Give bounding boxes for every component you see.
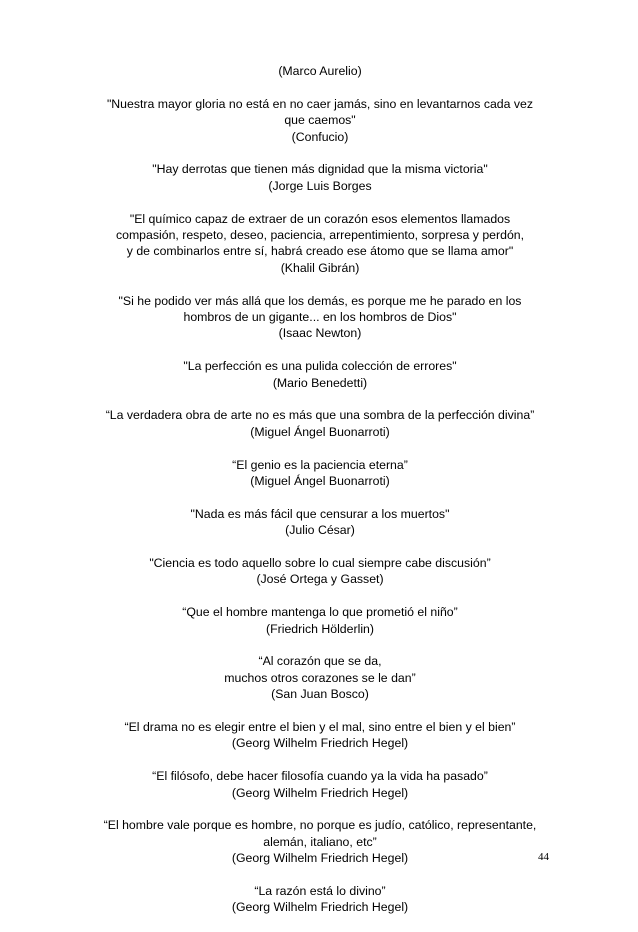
quote-line: hombros de un gigante... en los hombros de Dios": [183, 310, 457, 325]
quote-block: [84, 457, 556, 490]
quote-line: (Miguel Ángel Buonarroti): [250, 474, 390, 489]
quote-block: [84, 719, 556, 752]
quote-block: [84, 555, 556, 588]
quote-line: (Georg Wilhelm Friedrich Hegel): [231, 785, 409, 800]
quote-line: (Georg Wilhelm Friedrich Hegel): [231, 851, 409, 866]
quote-line: (Khalil Gibrán): [280, 260, 360, 275]
quote-line: que caemos": [284, 113, 356, 128]
quote-line: "Si he podido ver más allá que los demás, es porque me he parado en los: [118, 293, 522, 308]
quote-line: “El filósofo, debe hacer filosofía cuando ya la vida ha pasado”: [152, 769, 488, 784]
quote-line: "La perfección es una pulida colección de errores": [183, 359, 457, 374]
quote-line: (Marco Aurelio): [278, 64, 362, 78]
quote-line: (San Juan Bosco): [271, 687, 369, 702]
quote-block: [84, 883, 556, 916]
quote-line: alemán, italiano, etc”: [263, 834, 377, 849]
quote-line: (Confucio): [291, 129, 349, 144]
quotes-list: [84, 63, 556, 932]
page-number: 44: [538, 851, 549, 863]
quote-line: "Nada es más fácil que censurar a los muertos": [190, 506, 450, 521]
quote-line: (Julio César): [285, 523, 355, 538]
quote-line: “Al corazón que se da,: [258, 654, 382, 669]
quote-block: [84, 211, 556, 277]
quote-line: muchos otros corazones se le dan”: [224, 670, 416, 685]
quote-line: “La verdadera obra de arte no es más que una sombra de la perfección divina”: [105, 408, 535, 423]
quote-line: (Jorge Luis Borges: [268, 178, 372, 193]
quote-line: y de combinarlos entre sí, habrá creado ese átomo que se llama amor": [126, 244, 514, 259]
quote-block: [84, 506, 556, 539]
quote-block: [84, 653, 556, 702]
quote-line: "Ciencia es todo aquello sobre lo cual siempre cabe discusión”: [149, 556, 491, 571]
quote-block: [84, 768, 556, 801]
quote-block: [84, 161, 556, 194]
quote-block: [84, 293, 556, 342]
quote-line: “El genio es la paciencia eterna”: [232, 457, 408, 472]
quote-block: [84, 96, 556, 145]
quote-block: [84, 407, 556, 440]
quote-line: (Mario Benedetti): [272, 375, 368, 390]
quote-line: compasión, respeto, deseo, paciencia, arrepentimiento, sorpresa y perdón,: [115, 228, 525, 243]
quote-block: [84, 63, 556, 79]
quote-block: [84, 604, 556, 637]
quote-line: “Que el hombre mantenga lo que prometió el niño”: [182, 605, 458, 620]
quote-block: [84, 358, 556, 391]
quote-line: (Georg Wilhelm Friedrich Hegel): [231, 900, 409, 915]
quote-line: "Hay derrotas que tienen más dignidad que la misma victoria": [152, 162, 488, 177]
quote-line: (José Ortega y Gasset): [256, 572, 384, 587]
quote-block: [84, 817, 556, 866]
quote-line: “El drama no es elegir entre el bien y el mal, sino entre el bien y el bien”: [124, 720, 516, 735]
quote-line: “El hombre vale porque es hombre, no porque es judío, católico, representante,: [103, 818, 537, 833]
quote-line: (Friedrich Hölderlin): [266, 621, 374, 636]
quote-line: "El químico capaz de extraer de un corazón esos elementos llamados: [129, 211, 511, 226]
quote-line: “La razón está lo divino”: [254, 884, 386, 899]
quote-line: "Nuestra mayor gloria no está en no caer jamás, sino en levantarnos cada vez: [106, 96, 534, 111]
quote-line: (Georg Wilhelm Friedrich Hegel): [231, 736, 409, 751]
quote-line: (Isaac Newton): [278, 326, 362, 341]
quote-line: (Miguel Ángel Buonarroti): [250, 424, 390, 439]
